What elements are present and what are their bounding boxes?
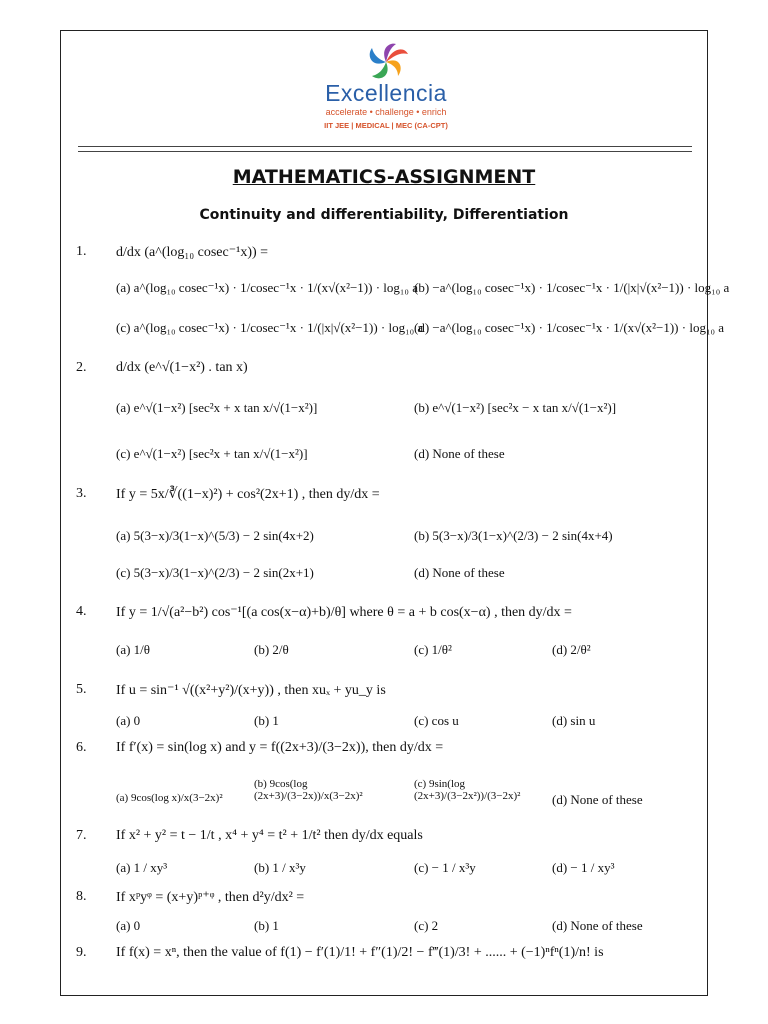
option-d: (d) −a^(log₁₀ cosec⁻¹x) · 1/cosec⁻¹x · 1/(x√(x²−1)) · log₁₀ a <box>414 320 725 335</box>
option-b: (b) 5(3−x)/3(1−x)^(2/3) − 2 sin(4x+4) <box>414 528 613 543</box>
question-stem: If u = sin⁻¹ √((x²+y²)/(x+y)) , then xuₓ + yu_y is <box>116 683 386 698</box>
question-number: 3. <box>76 486 87 501</box>
option-d: (d) − 1 / xy³ <box>552 860 615 875</box>
question-stem: If y = 5x/∛((1−x)²) + cos²(2x+1) , then dy/dx = <box>116 487 380 502</box>
question-number: 8. <box>76 889 87 904</box>
option-b: (b) 1 / x³y <box>254 860 306 875</box>
option-d: (d) 2/θ² <box>552 642 591 657</box>
question-stem: d/dx (e^√(1−x²) . tan x) <box>116 360 248 375</box>
question-number: 2. <box>76 360 87 375</box>
question-number: 1. <box>76 244 87 259</box>
option-a: (a) 0 <box>116 918 141 933</box>
option-d: (d) None of these <box>552 918 643 933</box>
option-c: (c) 9sin(log (2x+3)/(3−2x²))/(3−2x)² <box>414 778 521 802</box>
option-a: (a) a^(log₁₀ cosec⁻¹x) · 1/cosec⁻¹x · 1/(x√(x²−1)) · log₁₀ a <box>116 280 418 295</box>
option-a: (a) 1 / xy³ <box>116 860 168 875</box>
option-c: (c) a^(log₁₀ cosec⁻¹x) · 1/cosec⁻¹x · 1/(|x|√(x²−1)) · log₁₀ a <box>116 320 424 335</box>
option-b: (b) 2/θ <box>254 642 289 657</box>
option-b: (b) e^√(1−x²) [sec²x − x tan x/√(1−x²)] <box>414 400 617 415</box>
question-stem: If x² + y² = t − 1/t , x⁴ + y⁴ = t² + 1/t² then dy/dx equals <box>116 828 423 843</box>
question-number: 5. <box>76 682 87 697</box>
option-d: (d) None of these <box>414 565 505 580</box>
option-c: (c) e^√(1−x²) [sec²x + tan x/√(1−x²)] <box>116 446 308 461</box>
brand-tagline: accelerate • challenge • enrich <box>325 107 447 117</box>
option-d: (d) sin u <box>552 713 596 728</box>
option-c: (c) 2 <box>414 918 439 933</box>
question-number: 4. <box>76 604 87 619</box>
option-b: (b) −a^(log₁₀ cosec⁻¹x) · 1/cosec⁻¹x · 1/(|x|√(x²−1)) · log₁₀ a <box>414 280 730 295</box>
option-d: (d) None of these <box>414 446 505 461</box>
question-stem: d/dx (a^(log₁₀ cosec⁻¹x)) = <box>116 245 269 260</box>
option-a: (a) 1/θ <box>116 642 151 657</box>
option-a: (a) 0 <box>116 713 141 728</box>
question-stem: If y = 1/√(a²−b²) cos⁻¹[(a cos(x−α)+b)/θ] where θ = a + b cos(x−α) , then dy/dx = <box>116 605 572 620</box>
option-d: (d) None of these <box>552 792 643 807</box>
option-a: (a) 5(3−x)/3(1−x)^(5/3) − 2 sin(4x+2) <box>116 528 314 543</box>
option-c: (c) 1/θ² <box>414 642 452 657</box>
brand-name: Excellencia <box>325 80 447 106</box>
option-c: (c) − 1 / x³y <box>414 860 476 875</box>
page-title: MATHEMATICS-ASSIGNMENT <box>232 166 536 188</box>
question-stem: If f(x) = xⁿ, then the value of f(1) − f′(1)/1! + f″(1)/2! − f‴(1)/3! + ...... + (−1)ⁿfⁿ(1)/n! is <box>116 945 604 960</box>
option-c: (c) cos u <box>414 713 459 728</box>
separator-line <box>78 146 692 152</box>
brand-subline: IIT JEE | MEDICAL | MEC (CA-CPT) <box>324 121 448 130</box>
option-b: (b) 1 <box>254 918 279 933</box>
question-number: 7. <box>76 828 87 843</box>
option-a: (a) 9cos(log x)/x(3−2x)² <box>116 792 223 804</box>
page-subtitle: Continuity and differentiability, Differentiation <box>199 207 569 223</box>
option-b: (b) 1 <box>254 713 279 728</box>
option-b: (b) 9cos(log (2x+3)/(3−2x))/x(3−2x)² <box>254 778 363 802</box>
question-stem: If xᵖyᵠ = (x+y)ᵖ⁺ᵠ , then d²y/dx² = <box>116 890 305 905</box>
option-a: (a) e^√(1−x²) [sec²x + x tan x/√(1−x²)] <box>116 400 318 415</box>
option-c: (c) 5(3−x)/3(1−x)^(2/3) − 2 sin(2x+1) <box>116 565 314 580</box>
question-number: 6. <box>76 740 87 755</box>
question-number: 9. <box>76 945 87 960</box>
question-stem: If f′(x) = sin(log x) and y = f((2x+3)/(3−2x)), then dy/dx = <box>116 740 444 755</box>
